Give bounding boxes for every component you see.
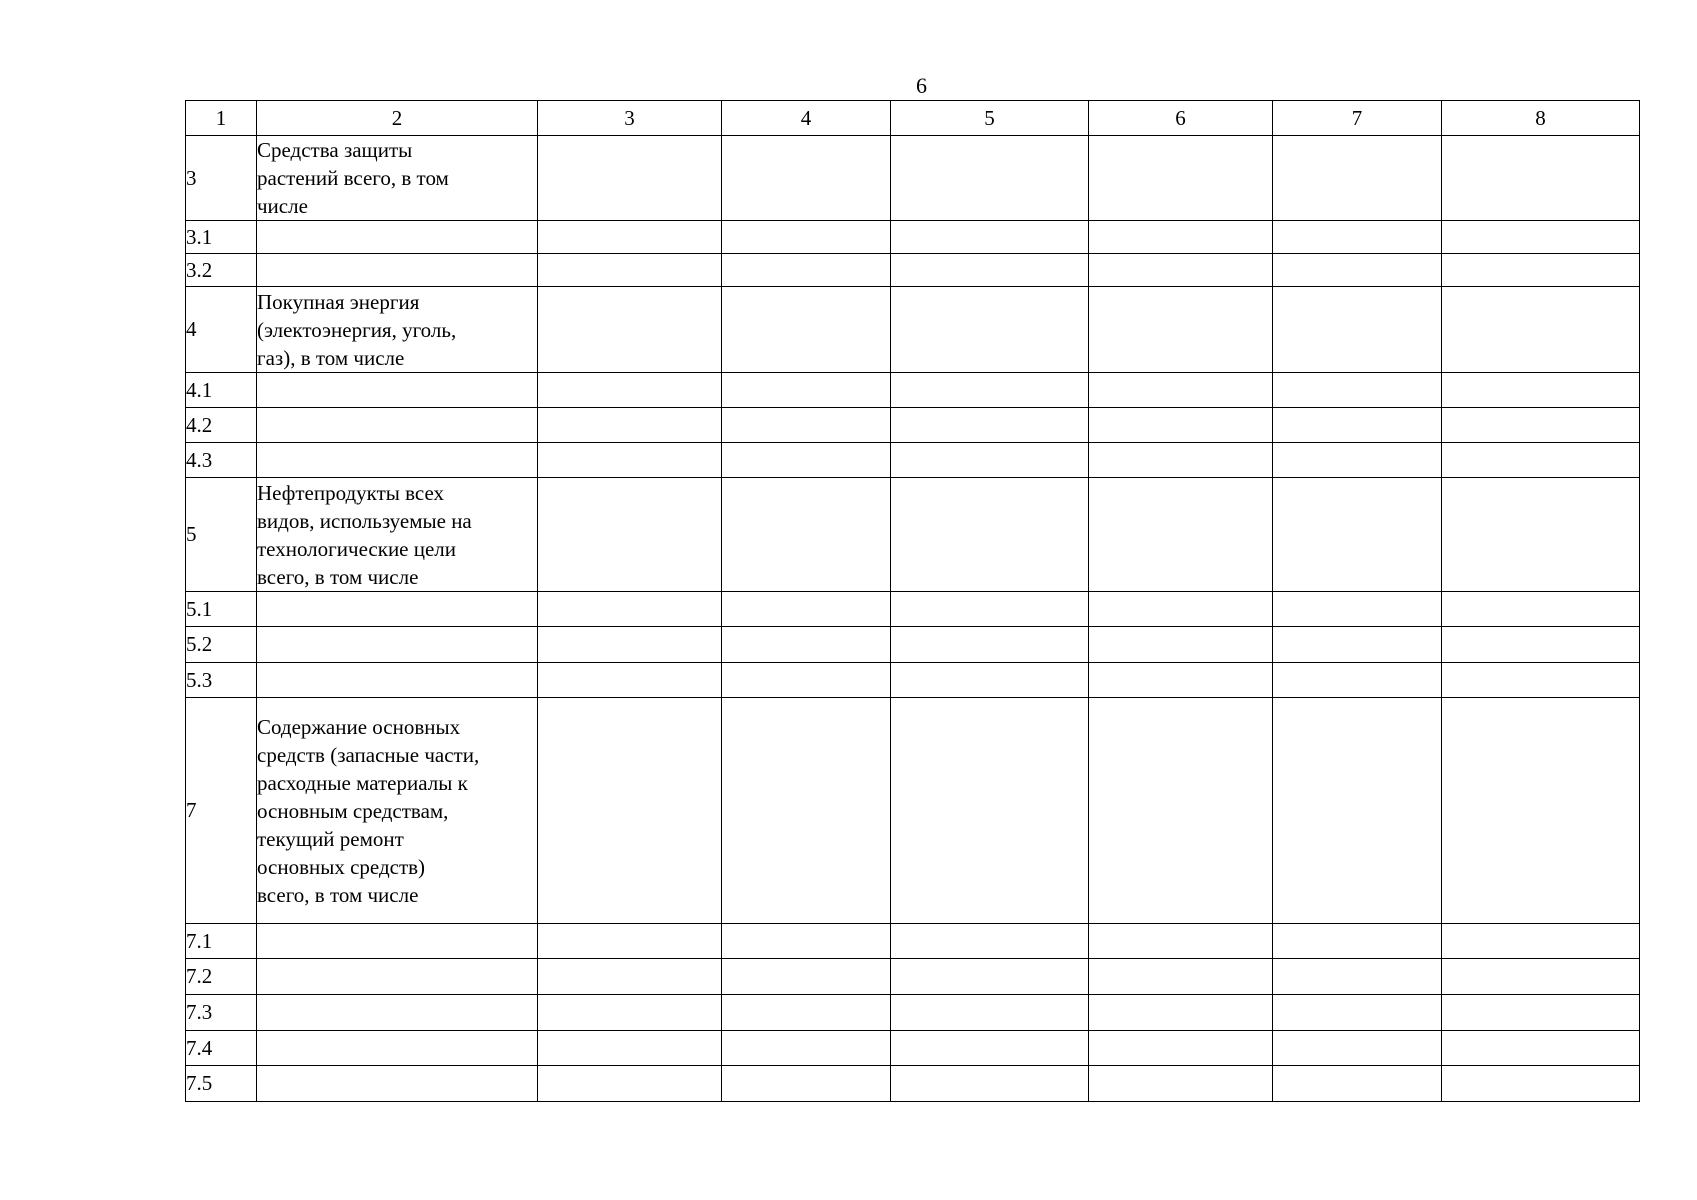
table-row [186, 995, 1640, 1031]
row-number: 4.2 [186, 408, 257, 443]
cell-col-5 [891, 443, 1089, 478]
table-row [186, 698, 1640, 924]
row-label [257, 478, 538, 592]
row-number: 3 [186, 136, 257, 221]
column-header-5: 5 [891, 101, 1089, 136]
cell-col-3 [538, 221, 722, 254]
cell-col-5 [891, 136, 1089, 221]
cell-col-5 [891, 478, 1089, 592]
cell-col-4 [722, 1031, 891, 1066]
cell-col-4 [722, 287, 891, 373]
table-row [186, 1031, 1640, 1066]
cell-col-4 [722, 408, 891, 443]
cell-col-5 [891, 592, 1089, 627]
cell-col-5 [891, 924, 1089, 959]
cell-col-7 [1273, 443, 1442, 478]
row-label [257, 959, 538, 995]
cell-col-7 [1273, 408, 1442, 443]
row-number: 5.1 [186, 592, 257, 627]
cell-col-6 [1089, 373, 1273, 408]
row-number: 5 [186, 478, 257, 592]
table-row [186, 221, 1640, 254]
cell-col-3 [538, 663, 722, 698]
cell-col-3 [538, 287, 722, 373]
row-label [257, 408, 538, 443]
cell-col-4 [722, 924, 891, 959]
cell-col-5 [891, 1031, 1089, 1066]
cell-col-5 [891, 627, 1089, 663]
cell-col-3 [538, 959, 722, 995]
column-header-1: 1 [186, 101, 257, 136]
cell-col-4 [722, 136, 891, 221]
row-label-text: Покупная энергия (электоэнергия, уголь, газ), в том числе [257, 289, 457, 370]
cell-col-5 [891, 663, 1089, 698]
cell-col-6 [1089, 221, 1273, 254]
cell-col-3 [538, 995, 722, 1031]
cell-col-8 [1442, 443, 1640, 478]
cell-col-3 [538, 443, 722, 478]
cell-col-5 [891, 287, 1089, 373]
row-label [257, 663, 538, 698]
row-label-text: Нефтепродукты всех видов, используемые на технологические цели всего, в том числе [257, 480, 472, 589]
cell-col-7 [1273, 924, 1442, 959]
cell-col-7 [1273, 592, 1442, 627]
table-row [186, 408, 1640, 443]
row-number: 7.5 [186, 1066, 257, 1102]
table-row [186, 254, 1640, 287]
cell-col-4 [722, 254, 891, 287]
cell-col-8 [1442, 478, 1640, 592]
cell-col-4 [722, 627, 891, 663]
row-number: 7.3 [186, 995, 257, 1031]
cell-col-5 [891, 1066, 1089, 1102]
cell-col-7 [1273, 287, 1442, 373]
cell-col-4 [722, 995, 891, 1031]
data-table [185, 100, 1640, 1102]
cell-col-7 [1273, 136, 1442, 221]
cell-col-8 [1442, 221, 1640, 254]
cell-col-8 [1442, 924, 1640, 959]
row-label [257, 924, 538, 959]
cell-col-3 [538, 1031, 722, 1066]
cell-col-7 [1273, 478, 1442, 592]
page-number [0, 72, 1697, 100]
cell-col-6 [1089, 443, 1273, 478]
row-label [257, 627, 538, 663]
row-number: 3.1 [186, 221, 257, 254]
column-header-4: 4 [722, 101, 891, 136]
cell-col-6 [1089, 1066, 1273, 1102]
row-label [257, 995, 538, 1031]
cell-col-8 [1442, 408, 1640, 443]
header-row [186, 101, 1640, 136]
cell-col-6 [1089, 663, 1273, 698]
cell-col-7 [1273, 959, 1442, 995]
table-row [186, 478, 1640, 592]
table-row [186, 136, 1640, 221]
cell-col-7 [1273, 1066, 1442, 1102]
cell-col-6 [1089, 478, 1273, 592]
cell-col-5 [891, 221, 1089, 254]
cell-col-3 [538, 698, 722, 924]
cell-col-8 [1442, 995, 1640, 1031]
column-header-7: 7 [1273, 101, 1442, 136]
cell-col-3 [538, 136, 722, 221]
cell-col-8 [1442, 287, 1640, 373]
cell-col-3 [538, 1066, 722, 1102]
cell-col-5 [891, 995, 1089, 1031]
cell-col-6 [1089, 1031, 1273, 1066]
cell-col-8 [1442, 373, 1640, 408]
cell-col-5 [891, 698, 1089, 924]
cell-col-6 [1089, 592, 1273, 627]
cell-col-4 [722, 663, 891, 698]
table-row [186, 663, 1640, 698]
row-number: 5.3 [186, 663, 257, 698]
cell-col-7 [1273, 698, 1442, 924]
cell-col-6 [1089, 254, 1273, 287]
row-label [257, 136, 538, 221]
row-number: 7.4 [186, 1031, 257, 1066]
cell-col-4 [722, 959, 891, 995]
table-row [186, 592, 1640, 627]
row-number: 3.2 [186, 254, 257, 287]
cell-col-5 [891, 408, 1089, 443]
cell-col-8 [1442, 254, 1640, 287]
cell-col-3 [538, 408, 722, 443]
table-row [186, 627, 1640, 663]
cell-col-7 [1273, 254, 1442, 287]
cell-col-6 [1089, 924, 1273, 959]
row-number: 7 [186, 698, 257, 924]
cell-col-7 [1273, 221, 1442, 254]
cell-col-3 [538, 373, 722, 408]
cell-col-4 [722, 1066, 891, 1102]
cell-col-8 [1442, 592, 1640, 627]
cell-col-6 [1089, 995, 1273, 1031]
cell-col-8 [1442, 136, 1640, 221]
table-row [186, 959, 1640, 995]
cell-col-4 [722, 373, 891, 408]
row-number: 4.3 [186, 443, 257, 478]
row-label-text: Средства защиты растений всего, в том числе [257, 138, 449, 218]
row-label [257, 1031, 538, 1066]
cell-col-5 [891, 373, 1089, 408]
cell-col-4 [722, 592, 891, 627]
row-label-text: Содержание основных средств (запасные части, расходные материалы к основным средствам, текущий ремонт основных средств) всего, в том числе [257, 714, 480, 907]
row-label [257, 221, 538, 254]
row-number: 7.2 [186, 959, 257, 995]
cell-col-5 [891, 254, 1089, 287]
cell-col-7 [1273, 995, 1442, 1031]
cell-col-8 [1442, 1031, 1640, 1066]
column-header-8: 8 [1442, 101, 1640, 136]
column-header-3: 3 [538, 101, 722, 136]
cell-col-6 [1089, 287, 1273, 373]
cell-col-4 [722, 478, 891, 592]
row-label [257, 254, 538, 287]
table-row [186, 1066, 1640, 1102]
cell-col-3 [538, 627, 722, 663]
cell-col-7 [1273, 627, 1442, 663]
cell-col-8 [1442, 1066, 1640, 1102]
cell-col-8 [1442, 663, 1640, 698]
row-label [257, 592, 538, 627]
cell-col-6 [1089, 408, 1273, 443]
row-label [257, 287, 538, 373]
table-row [186, 373, 1640, 408]
cell-col-3 [538, 478, 722, 592]
cell-col-8 [1442, 959, 1640, 995]
column-header-6: 6 [1089, 101, 1273, 136]
row-label [257, 443, 538, 478]
column-header-2: 2 [257, 101, 538, 136]
cell-col-6 [1089, 136, 1273, 221]
cell-col-8 [1442, 698, 1640, 924]
page-number-text: 6 [916, 73, 927, 98]
cell-col-5 [891, 959, 1089, 995]
table-body [186, 136, 1640, 1102]
table-row [186, 924, 1640, 959]
table-row [186, 443, 1640, 478]
table-row [186, 287, 1640, 373]
cell-col-3 [538, 254, 722, 287]
cell-col-7 [1273, 1031, 1442, 1066]
cell-col-3 [538, 924, 722, 959]
cell-col-6 [1089, 698, 1273, 924]
row-label [257, 698, 538, 924]
cell-col-6 [1089, 627, 1273, 663]
cell-col-8 [1442, 627, 1640, 663]
cell-col-4 [722, 443, 891, 478]
row-number: 5.2 [186, 627, 257, 663]
row-number: 4 [186, 287, 257, 373]
cell-col-3 [538, 592, 722, 627]
row-number: 4.1 [186, 373, 257, 408]
cell-col-7 [1273, 373, 1442, 408]
row-label [257, 1066, 538, 1102]
cell-col-6 [1089, 959, 1273, 995]
row-number: 7.1 [186, 924, 257, 959]
cell-col-4 [722, 698, 891, 924]
row-label [257, 373, 538, 408]
cell-col-4 [722, 221, 891, 254]
cell-col-7 [1273, 663, 1442, 698]
